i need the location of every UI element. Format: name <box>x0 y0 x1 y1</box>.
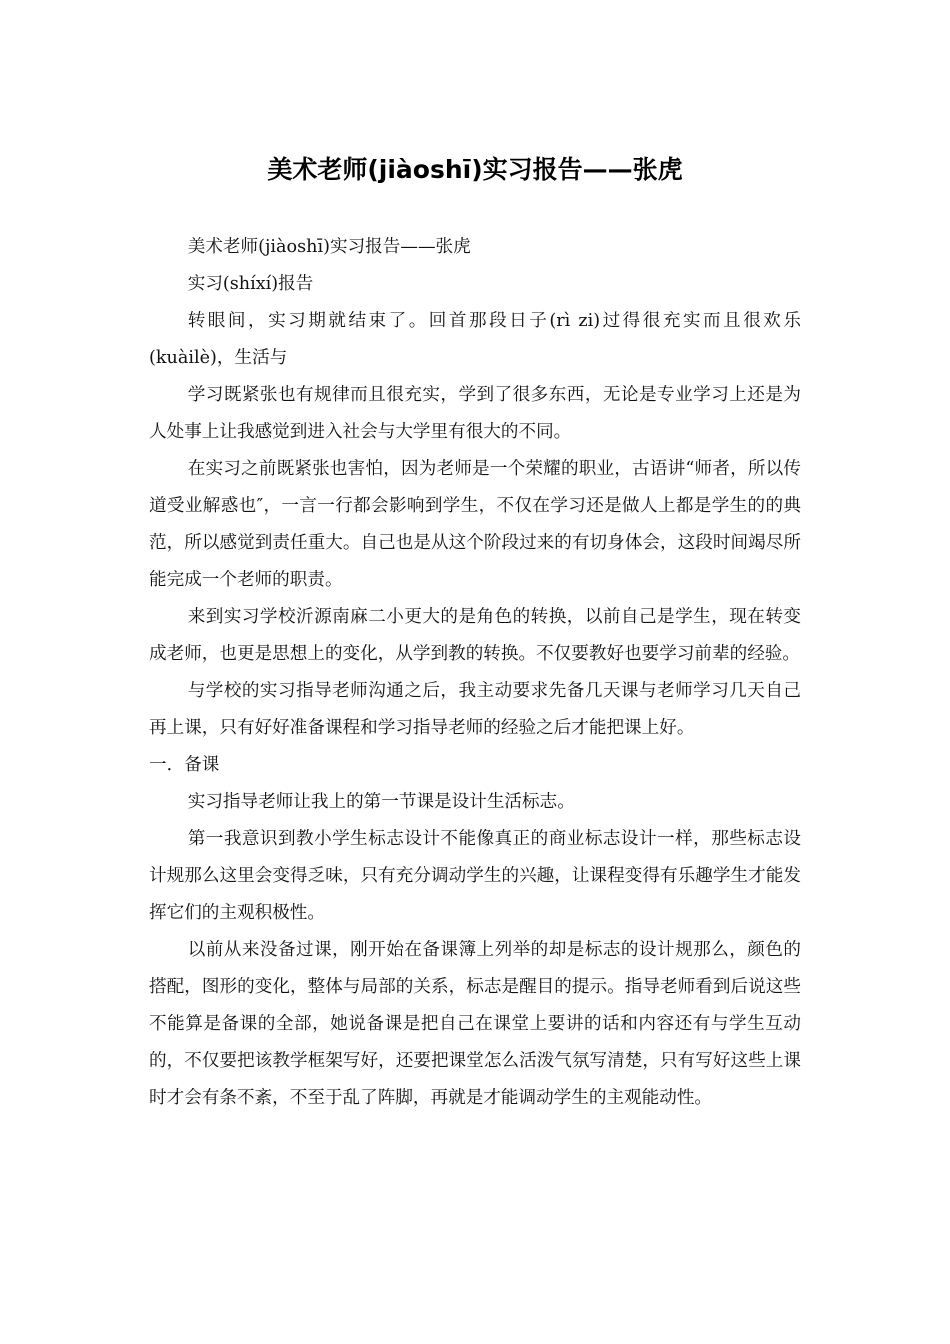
paragraph-report-label: 实习(shíxí)报告 <box>187 274 314 294</box>
paragraph-subtitle: 美术老师(jiàoshī)实习报告——张虎 <box>187 237 471 257</box>
paragraph-study: 学习既紧张也有规律而且很充实，学到了很多东西，无论是专业学习上还是为人处事上让我感觉到进入社会与大学里有很大的不同。 <box>149 385 801 442</box>
document-title: 美术老师(jiàoshī)实习报告——张虎 <box>267 155 683 184</box>
paragraph-logo-design: 第一我意识到教小学生标志设计不能像真正的商业标志设计一样，那些标志设计规那么这里会变得乏味，只有充分调动学生的兴趣，让课程变得有乐趣学生才能发挥它们的主观积极性。 <box>149 829 801 923</box>
section-heading-lesson-prep: 一．备课 <box>149 755 220 775</box>
paragraph-role-change: 来到实习学校沂源南麻二小更大的是角色的转换，以前自己是学生，现在转变成老师，也更是思想上的变化，从学到教的转换。不仅要教好也要学习前辈的经验。 <box>149 607 801 664</box>
paragraph-communication: 与学校的实习指导老师沟通之后，我主动要求先备几天课与老师学习几天自己再上课，只有好好准备课程和学习指导老师的经验之后才能把课上好。 <box>149 681 801 738</box>
paragraph-first-lesson: 实习指导老师让我上的第一节课是设计生活标志。 <box>187 792 575 812</box>
document-body <box>149 229 801 1117</box>
paragraph-lesson-planning: 以前从来没备过课，刚开始在备课簿上列举的却是标志的设计规那么，颜色的搭配，图形的变化，整体与局部的关系，标志是醒目的提示。指导老师看到后说这些不能算是备课的全部，她说备课是把自己在课堂上要讲的话和内容还有与学生互动的，不仅要把该教学框架写好，还要把课堂怎么活泼气氛写清楚，只有写好这些上课时才会有条不紊，不至于乱了阵脚，再就是才能调动学生的主观能动性。 <box>149 940 801 1108</box>
paragraph-intro: 转眼间，实习期就结束了。回首那段日子(rì zi)过得很充实而且很欢乐(kuàilè)，生活与 <box>149 311 801 368</box>
paragraph-before-internship: 在实习之前既紧张也害怕，因为老师是一个荣耀的职业，古语讲“师者，所以传道受业解惑也″，一言一行都会影响到学生，不仅在学习还是做人上都是学生的的典范，所以感觉到责任重大。自己也是从这个阶段过来的有切身体会，这段时间竭尽所能完成一个老师的职责。 <box>149 459 801 590</box>
